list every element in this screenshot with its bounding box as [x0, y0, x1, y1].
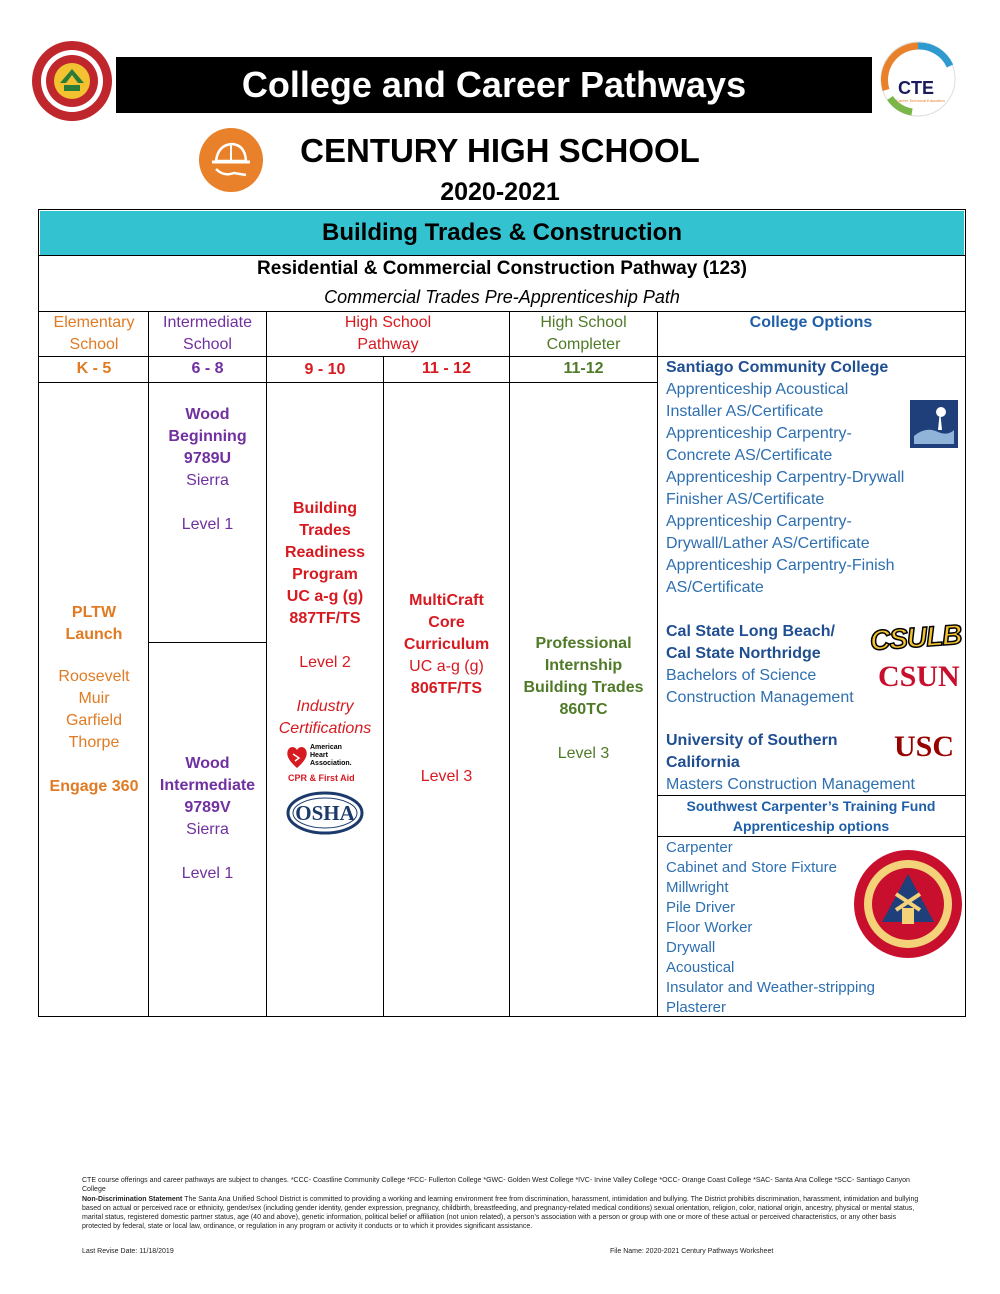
grade-elementary: K - 5: [76, 360, 112, 377]
header-highschool: High School Pathway: [344, 314, 432, 353]
grade-completer: 11-12: [563, 360, 604, 377]
footer-nondiscrimination: Non-Discrimination Statement The Santa Ana Unified School District is committed to providing a working and learning environment free from discrimination, harassment, intimidation and bullying. The District prohibits discrimination, harassment, intimidation and bullying based on actual or perceived race or ethnicity, gender/sex (including gender identity, gender expression, pregnancy, childbirth, breastfeeding, and pregnancy-related medical conditions) sexual orientation, religion, color, national origin, ancestry, physical or mental status, marital status, registered domestic partner status, age (40 and above), genetic information, political belief or affiliation (not union related), a person’s association with a person or group with one or more of these actual or perceived characteristics, or any other basis protected by federal, state or local law, ordinance, or regulation in any program or activity it conducts or to which it provides significant assistance.: [82, 1196, 919, 1230]
pathway-title: Residential & Commercial Construction Pathway (123): [257, 258, 747, 279]
grade-hs-910: 9 - 10: [304, 361, 346, 378]
college-csu: Cal State Long Beach/ Cal State Northridge Bachelors of Science Construction Management: [666, 623, 854, 706]
aha-line4: CPR & First Aid: [288, 773, 355, 783]
completer-professional-internship: Professional Internship Building Trades 860TC Level 3: [523, 635, 644, 762]
cte-logo-text: CTE: [898, 78, 934, 98]
usc-logo: USC: [894, 730, 955, 763]
sector-title: Building Trades & Construction: [40, 211, 964, 255]
southwest-apprenticeship-list: [666, 838, 875, 1018]
hs-building-trades-readiness: Building Trades Readiness Program UC a-g (g) 887TF/TS Level 2 Industry Certifications: [278, 500, 372, 737]
list-item: Drywall: [666, 939, 716, 956]
college-usc: University of Southern California Masters Construction Management: [666, 732, 915, 793]
footer-revise-date: Last Revise Date: 11/18/2019: [82, 1248, 174, 1255]
district-seal-logo: [30, 39, 114, 123]
carpenters-union-seal: [852, 848, 964, 960]
intermediate-wood-beginning: Wood Beginning 9789U Sierra Level 1: [168, 406, 247, 533]
college-santiago: Santiago Community College Apprenticeship Acoustical Installer AS/Certificate Apprenticeship Carpentry- Concrete AS/Certificate Apprenticeship Carpentry-Drywall Finisher AS/Certificate Apprenticeship Carpentry- Drywall/Lather AS/Certificate Apprenticeship Carpentry-Finish AS/Certificate: [666, 359, 905, 596]
aha-line2: Heart: [310, 752, 328, 759]
header-completer: High School Completer: [540, 314, 627, 353]
santiago-college-logo: [910, 400, 958, 448]
american-heart-association-logo: [286, 742, 366, 786]
osha-logo-text: OSHA: [295, 801, 355, 825]
elementary-content: PLTW Launch Roosevelt Muir Garfield Thorpe Engage 360: [49, 604, 139, 795]
header-elementary: Elementary School: [53, 314, 135, 353]
csulb-logo: CSULB: [868, 618, 963, 657]
csun-logo: CSUN: [878, 660, 960, 693]
header-intermediate: Intermediate School: [163, 314, 252, 353]
osha-logo: [286, 791, 364, 835]
list-item: Cabinet and Store Fixture: [666, 859, 837, 876]
list-item: Pile Driver: [666, 899, 736, 916]
school-name: CENTURY HIGH SCHOOL: [300, 132, 700, 169]
list-item: Insulator and Weather-stripping: [666, 979, 876, 996]
list-item: Plasterer: [666, 999, 727, 1016]
header-college: College Options: [749, 314, 873, 331]
pathway-subtitle: Commercial Trades Pre-Apprenticeship Path: [324, 287, 680, 307]
aha-line1: American: [310, 744, 342, 751]
list-item: Floor Worker: [666, 919, 753, 936]
aha-line3: Association.: [310, 760, 352, 767]
intermediate-wood-intermediate: Wood Intermediate 9789V Sierra Level 1: [159, 755, 256, 882]
grade-intermediate: 6 - 8: [191, 360, 224, 377]
southwest-carpenters-title: Southwest Carpenter’s Training Fund Apprenticeship options: [686, 798, 936, 834]
list-item: Carpenter: [666, 839, 733, 856]
list-item: Acoustical: [666, 959, 735, 976]
school-year: 2020-2021: [440, 178, 560, 206]
page-banner-title: College and Career Pathways: [116, 57, 872, 113]
footer-disclaimer: CTE course offerings and career pathways are subject to changes. *CCC- Coastline Community College *FCC- Fullerton College *GWC- Golden West College *IVC- Irvine Valley College *OCC- Orange Coast College *SAC- Santa Ana College *SCC- Santiago Canyon College: [82, 1177, 910, 1193]
cte-logo-subtext: Career Technical Education: [896, 98, 945, 103]
hs-multicraft-core: MultiCraft Core Curriculum UC a-g (g) 806TF/TS Level 3: [403, 592, 490, 785]
cte-logo: [872, 40, 964, 118]
footer-file-name: File Name: 2020-2021 Century Pathways Worksheet: [610, 1248, 774, 1255]
grade-hs-1112: 11 - 12: [422, 360, 471, 377]
list-item: Millwright: [666, 879, 729, 896]
